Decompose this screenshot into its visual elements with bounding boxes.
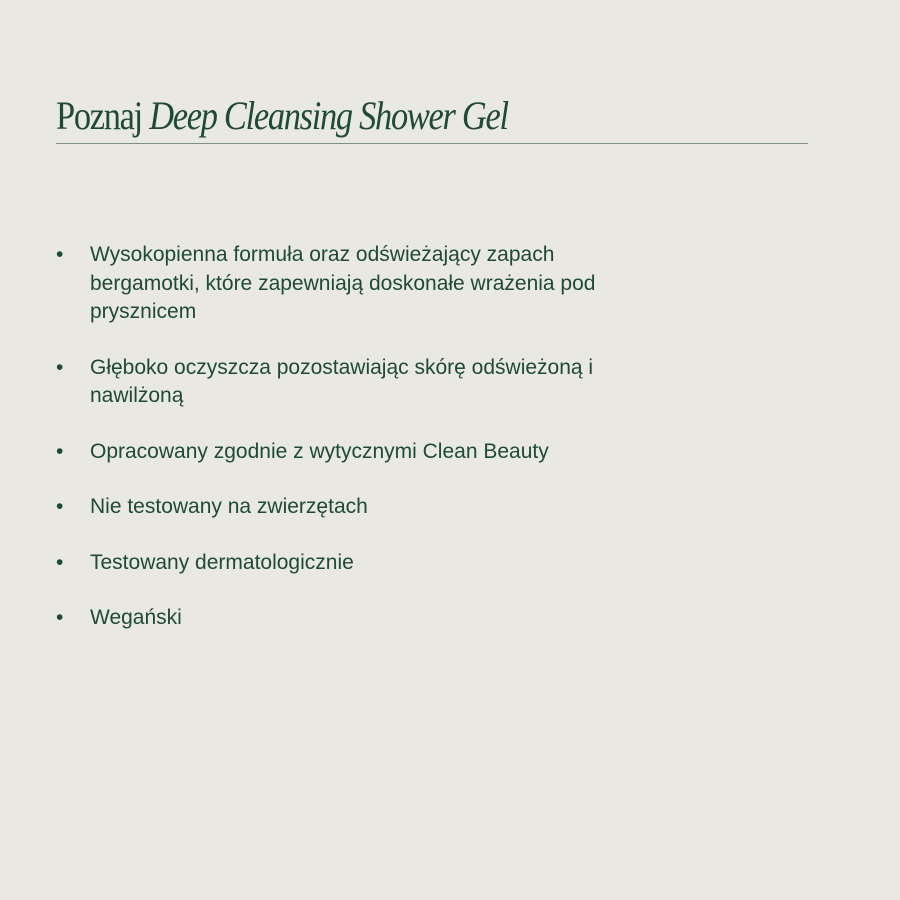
title-product-name: Deep Cleansing Shower Gel: [149, 93, 508, 138]
feature-text: Wysokopienna formuła oraz odświeżający zapach bergamotki, które zapewniają doskonałe wrażenia pod prysznicem: [90, 243, 596, 323]
feature-item-deep-cleansing: [56, 354, 650, 411]
bullet-icon: •: [56, 495, 64, 518]
bullet-icon: •: [56, 355, 64, 379]
bullet-icon: •: [56, 243, 64, 266]
feature-item-cruelty-free: [56, 493, 650, 522]
feature-item-foam-formula: [56, 241, 650, 327]
title-prefix: Poznaj: [56, 93, 150, 138]
feature-list: [56, 241, 676, 660]
bullet-icon: •: [56, 606, 64, 629]
page-title: [56, 92, 508, 139]
feature-text: Nie testowany na zwierzętach: [90, 495, 368, 518]
feature-item-dermatologically-tested: [56, 549, 650, 578]
bullet-icon: •: [56, 550, 64, 574]
title-divider: [56, 143, 808, 144]
feature-text: Testowany dermatologicznie: [90, 550, 354, 574]
feature-text: Wegański: [90, 606, 182, 629]
feature-text: Opracowany zgodnie z wytycznymi Clean Beauty: [90, 439, 549, 463]
feature-item-clean-beauty: [56, 438, 650, 467]
feature-text: Głęboko oczyszcza pozostawiając skórę odświeżoną i nawilżoną: [90, 355, 594, 407]
feature-item-vegan: [56, 604, 650, 633]
bullet-icon: •: [56, 439, 64, 463]
